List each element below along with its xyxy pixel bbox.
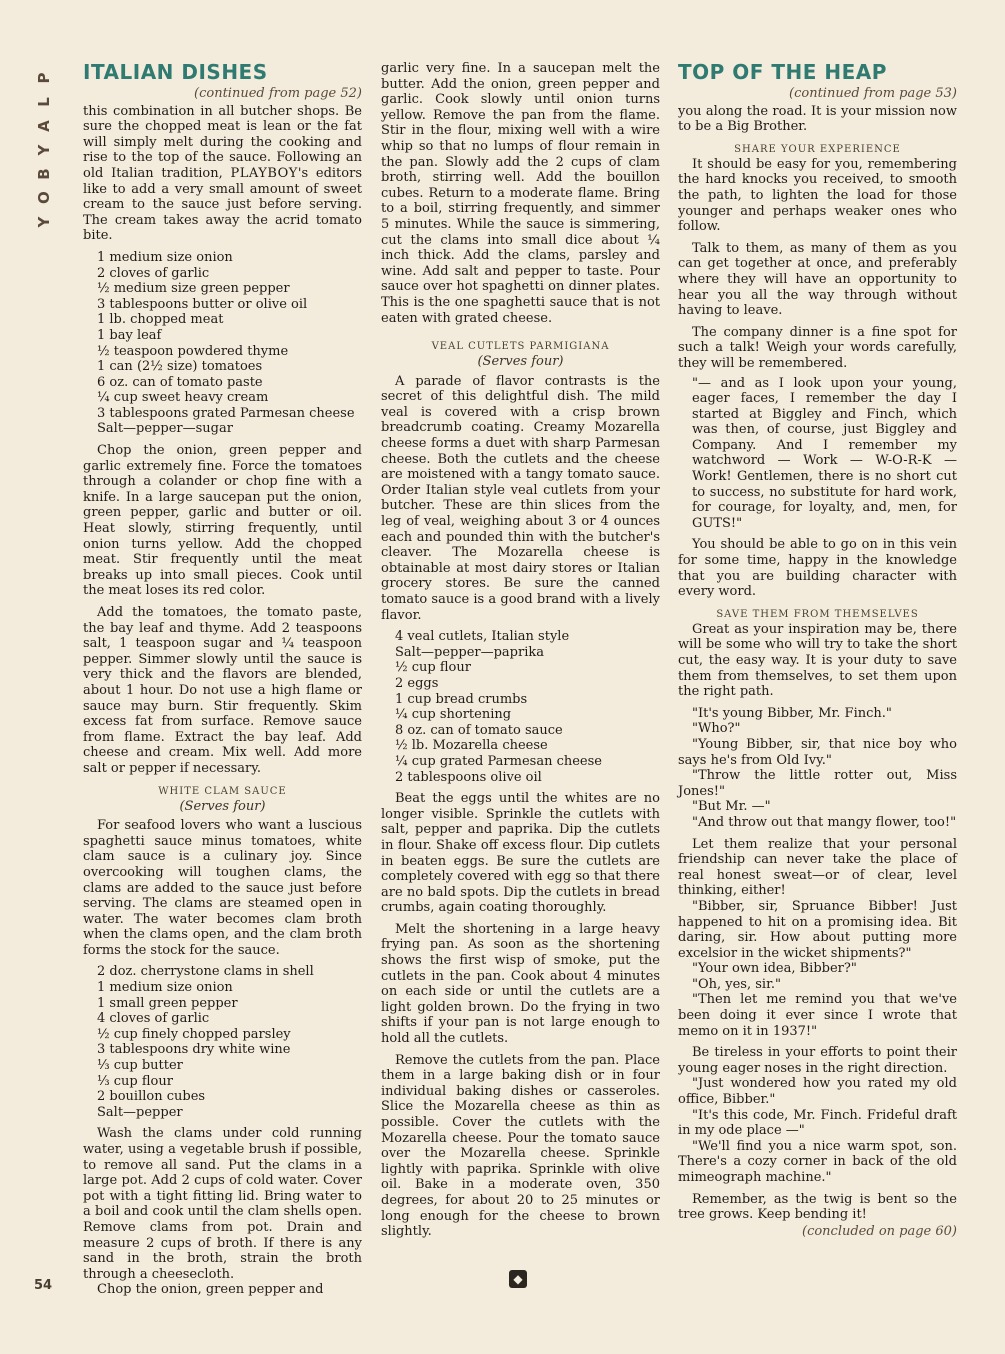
dialog-line: "And throw out that mangy flower, too!" — [692, 814, 957, 830]
paragraph: You should be able to go on in this vein for some time, happy in the knowledge that you are building character with every word. — [678, 537, 957, 600]
article-title-top-of-the-heap: TOP OF THE HEAP — [678, 60, 887, 84]
ingredient: 1 medium size onion — [97, 980, 233, 996]
paragraph: For seafood lovers who want a luscious spaghetti sauce minus tomatoes, white clam sauce is a culinary joy. Since overcooking will toughen clams, the clams are added to the sauce just before serving. The clams are steamed open in water. The water becomes clam broth when the clams open, and the clam broth forms the stock for the sauce. — [83, 818, 362, 958]
paragraph: Wash the clams under cold running water, using a vegetable brush if possible, to remove all sand. Put the clams in a large pot. Add 2 cups of cold water. Cover pot with a tight fitting lid. Bring water to a boil and cook until the clam shells open. Remove clams from pot. Drain and measure 2 cups of broth. If there is any sand in the broth, strain the broth through a cheesecloth. — [83, 1126, 362, 1282]
ingredient: 1 can (2½ size) tomatoes — [97, 359, 263, 375]
ingredient: 8 oz. can of tomato sauce — [395, 722, 563, 738]
dialog-line: "We'll find you a nice warm spot, son. There's a cozy corner in back of the old mimeograph machine." — [678, 1138, 957, 1185]
dialog-line: "But Mr. —" — [692, 799, 771, 815]
paragraph: Add the tomatoes, the tomato paste, the bay leaf and thyme. Add 2 teaspoons salt, 1 teaspoon sugar and ¼ teaspoon pepper. Simmer slowly until the sauce is very thick and the flavors are blended, about 1 hour. Do not use a high flame or sauce may burn. Stir frequently. Skim excess fat from surface. Remove sauce from flame. Extract the bay leaf. Add cheese and cream. Mix well. Add more salt or pepper if necessary. — [83, 605, 362, 776]
bunny-logo-icon: ◆ — [509, 1270, 527, 1288]
ingredient: ½ medium size green pepper — [97, 281, 290, 297]
serves-note: (Serves four) — [179, 798, 266, 814]
ingredient: Salt—pepper—paprika — [395, 644, 544, 660]
ingredient: Salt—pepper—sugar — [97, 421, 233, 437]
ingredient-list — [381, 629, 660, 785]
ingredient: Salt—pepper — [97, 1104, 183, 1120]
magazine-letter: A — [35, 112, 53, 132]
ingredient: ½ cup flour — [395, 660, 471, 676]
ingredient: 4 cloves of garlic — [97, 1011, 210, 1027]
ingredient: 4 veal cutlets, Italian style — [395, 629, 570, 645]
paragraph: you along the road. It is your mission now to be a Big Brother. — [678, 103, 957, 135]
ingredient: ¼ cup shortening — [395, 707, 512, 723]
paragraph: Beat the eggs until the whites are no longer visible. Sprinkle the cutlets with salt, pepper and paprika. Dip the cutlets in flour. Shake off excess flour. Dip cutlets in beaten eggs. Be sure the cutlets are completely covered with egg so that there are no bald spots. Dip the cutlets in bread crumbs, again coating thoroughly. — [381, 791, 660, 916]
ingredient: 3 tablespoons dry white wine — [97, 1042, 291, 1058]
ingredient: ⅓ cup butter — [97, 1058, 183, 1074]
brand-name: PLAYBOY — [230, 165, 298, 181]
paragraph: Great as your inspiration may be, there will be some who will try to take the short cut, the easy way. It is your duty to save them from themselves, to set them upon the right path. — [678, 621, 957, 700]
ingredient: 3 tablespoons grated Parmesan cheese — [97, 405, 355, 421]
magazine-letter: Y — [35, 208, 53, 228]
column-3 — [678, 61, 957, 1239]
ingredient: 2 tablespoons olive oil — [395, 769, 542, 785]
ingredient: 1 small green pepper — [97, 995, 238, 1011]
magazine-vertical-name — [34, 62, 54, 230]
continued-note: (continued from page 53) — [789, 86, 957, 101]
continued-note: (continued from page 52) — [194, 86, 362, 101]
paragraph: Remember, as the twig is bent so the tree grows. Keep bending it! — [678, 1191, 957, 1223]
ingredient: ⅓ cup flour — [97, 1073, 173, 1089]
ingredient: 2 eggs — [395, 675, 439, 691]
magazine-letter: P — [35, 64, 53, 84]
magazine-letter: O — [35, 183, 53, 204]
ingredient: 2 doz. cherrystone clams in shell — [97, 964, 314, 980]
paragraph: A parade of flavor contrasts is the secret of this delightful dish. The mild veal is covered with a crisp brown breadcrumb coating. Creamy Mozarella cheese forms a duet with sharp Parmesan cheese. Both the cutlets and the cheese are moistened with a tangy tomato sauce. Order Italian style veal cutlets from your butcher. These are thin slices from the leg of veal, weighing about 3 or 4 ounces each and pounded thin with the butcher's cleaver. The Mozarella cheese is obtainable at most dairy stores or Italian grocery stores. Be sure the canned tomato sauce is a good brand with a lively flavor. — [381, 373, 660, 623]
concluded-note: (concluded on page 60) — [802, 1223, 957, 1239]
ingredient: ¼ cup sweet heavy cream — [97, 390, 269, 406]
ingredient: 1 cup bread crumbs — [395, 691, 528, 707]
magazine-letter: B — [35, 160, 53, 180]
ingredient: ½ lb. Mozarella cheese — [395, 738, 548, 754]
dialog-block — [678, 706, 957, 831]
page-number: 54 — [34, 1278, 53, 1293]
column-2 — [381, 61, 660, 1240]
dialog-line: "It's this code, Mr. Finch. Frideful draft in my ode place —" — [678, 1107, 957, 1139]
article-title-italian-dishes: ITALIAN DISHES — [83, 60, 268, 84]
ingredient: 2 bouillon cubes — [97, 1089, 206, 1105]
paragraph: Let them realize that your personal friendship can never take the place of real honest sweat—or of clear, level thinking, either! — [678, 836, 957, 899]
ingredient: 1 medium size onion — [97, 249, 233, 265]
ingredient: 1 lb. chopped meat — [97, 312, 224, 328]
paragraph: Remove the cutlets from the pan. Place them in a large baking dish or in four individual baking dishes or casseroles. Slice the Mozarella cheese as thin as possible. Cover the cutlets with the Mozarella cheese. Pour the tomato sauce over the Mozarella cheese. Sprinkle lightly with paprika. Sprinkle with olive oil. Bake in a moderate oven, 350 degrees, for about 20 to 25 minutes or long enough for the cheese to brown slightly. — [381, 1052, 660, 1240]
paragraph: Chop the onion, green pepper and garlic extremely fine. Force the tomatoes through a colander or chop fine with a knife. In a large saucepan put the onion, green pepper, garlic and butter or oil. Heat slowly, stirring frequently, until onion turns yellow. Add the chopped meat. Stir frequently until the meat breaks up into small pieces. Cook until the meat loses its red color. — [83, 443, 362, 599]
dialog-block — [678, 899, 957, 1039]
paragraph: this combination in all butcher shops. Be sure the chopped meat is lean or the fat will simply melt during the cooking and rise to the top of the sauce. Following an old Italian tradition, PLAYBOY's editors like to add a very small amount of sweet cream to the sauce just before serving. The cream takes away the acrid tomato bite. — [83, 103, 362, 244]
ingredient-list — [83, 250, 362, 437]
serves-note: (Serves four) — [477, 354, 564, 370]
section-heading-share-your-experience: SHARE YOUR EXPERIENCE — [734, 143, 901, 155]
paragraph: Talk to them, as many of them as you can get together at once, and preferably where they will have an opportunity to hear you all the way through without having to leave. — [678, 240, 957, 319]
magazine-letter: Y — [35, 136, 53, 156]
ingredient: 6 oz. can of tomato paste — [97, 374, 263, 390]
magazine-letter: L — [35, 89, 53, 107]
paragraph: Chop the onion, green pepper and — [97, 1282, 324, 1298]
dialog-line: "Throw the little rotter out, Miss Jones!" — [678, 768, 957, 799]
ingredient: 3 tablespoons butter or olive oil — [97, 296, 308, 312]
dialog-block — [678, 1076, 957, 1185]
recipe-heading-white-clam-sauce: WHITE CLAM SAUCE — [158, 785, 287, 797]
paragraph: Be tireless in your efforts to point their young eager noses in the right direction. — [678, 1045, 957, 1076]
dialog-line: "Bibber, sir, Spruance Bibber! Just happened to hit on a promising idea. Bit daring, sir. How about putting more excelsior in the wicket shipments?" — [678, 898, 957, 961]
ingredient: ¼ cup grated Parmesan cheese — [395, 753, 602, 769]
paragraph: Melt the shortening in a large heavy frying pan. As soon as the shortening shows the first wisp of smoke, put the cutlets in the pan. Cook about 4 minutes on each side or until the cutlets are a light golden brown. Do the frying in two shifts if your pan is not large enough to hold all the cutlets. — [381, 921, 660, 1047]
ingredient: 2 cloves of garlic — [97, 265, 210, 281]
ingredient-list — [83, 964, 362, 1120]
paragraph: garlic very fine. In a saucepan melt the butter. Add the onion, green pepper and garlic. Cook slowly until onion turns yellow. Remove the pan from the flame. Stir in the flour, mixing well with a wire whip so that no lumps of flour remain in the pan. Slowly add the 2 cups of clam broth, stirring well. Add the bouillon cubes. Return to a moderate flame. Bring to a boil, stirring frequently, and simmer 5 minutes. While the sauce is simmering, cut the clams into small dice about ¼ inch thick. Add the clams, parsley and wine. Add salt and pepper to taste. Pour sauce over hot spaghetti on dinner plates. This is the one spaghetti sauce that is not eaten with grated cheese. — [381, 61, 660, 326]
paragraph: It should be easy for you, remembering the hard knocks you received, to smooth the path, to lighten the load for those younger and perhaps weaker ones who follow. — [678, 156, 957, 235]
speech-quote: "— and as I look upon your young, eager faces, I remember the day I started at Biggley and Finch, which was then, of course, just Biggley and Company. And I remember my watchword — Work — W-O-R-K — Work! Gentlemen, there is no short cut to success, no substitute for hard work, for courage, for loyalty, and, men, for GUTS!" — [692, 375, 957, 531]
dialog-line: "It's young Bibber, Mr. Finch." — [692, 705, 892, 721]
ingredient: ½ cup finely chopped parsley — [97, 1026, 291, 1042]
dialog-line: "Oh, yes, sir." — [692, 976, 781, 992]
dialog-line: "Just wondered how you rated my old office, Bibber." — [678, 1076, 957, 1108]
column-1 — [83, 61, 362, 1298]
dialog-line: "Then let me remind you that we've been doing it ever since I wrote that memo on it in 1937!" — [678, 992, 957, 1039]
dialog-line: "Young Bibber, sir, that nice boy who says he's from Old Ivy." — [678, 736, 957, 768]
ingredient: ½ teaspoon powdered thyme — [97, 343, 289, 359]
ingredient: 1 bay leaf — [97, 327, 162, 343]
paragraph: The company dinner is a fine spot for such a talk! Weigh your words carefully, they will be remembered. — [678, 324, 957, 371]
section-heading-save-them: SAVE THEM FROM THEMSELVES — [716, 608, 919, 620]
recipe-heading-veal-cutlets: VEAL CUTLETS PARMIGIANA — [431, 341, 610, 353]
dialog-line: "Your own idea, Bibber?" — [692, 961, 857, 977]
dialog-line: "Who?" — [692, 721, 741, 737]
